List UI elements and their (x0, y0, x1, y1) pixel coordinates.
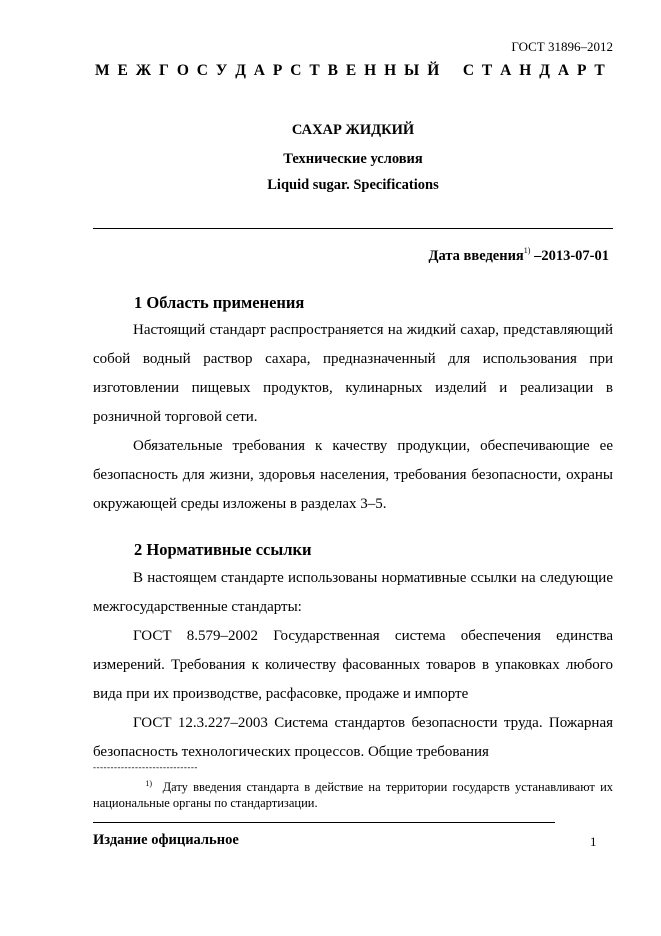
banner-letter: Т (594, 62, 605, 79)
banner-letter: Н (364, 62, 377, 79)
footnote-text: Дату введения стандарта в действие на территории государств устанавливают их национальные органы по стандартизации. (93, 780, 614, 811)
document-title: САХАР ЖИДКИЙ (291, 122, 415, 138)
banner-letter: Р (272, 62, 283, 79)
banner-letter: Е (117, 62, 128, 79)
document-subtitle-en: Liquid sugar. Specifications (267, 177, 439, 193)
effective-date-value: –2013-07-01 (534, 248, 609, 264)
banner-letter: А (557, 62, 570, 79)
banner-letter: А (500, 62, 512, 79)
paragraph: Обязательные требования к качеству продукции, обеспечивающие ее безопасность для жизни, здоровья населения, требования безопасности, охраны окружающей среды изложены в разделах 3–5. (93, 438, 613, 512)
banner-letter: Д (235, 62, 246, 79)
footer-divider (93, 822, 555, 823)
document-subtitle-ru: Технические условия (283, 151, 423, 167)
banner-letter: Т (309, 62, 320, 79)
effective-date (429, 248, 609, 265)
banner-letter: С (462, 62, 475, 79)
section-heading: 2 Нормативные ссылки (134, 540, 312, 559)
banner-letter: А (253, 62, 265, 79)
paragraph: ГОСТ 12.3.227–2003 Система стандартов безопасности труда. Пожарная безопасность технологических процессов. Общие требования (93, 715, 613, 760)
page-number: 1 (590, 834, 597, 849)
document-code: ГОСТ 31896–2012 (511, 39, 613, 54)
banner-letter: Й (427, 62, 440, 79)
banner-letter: Р (576, 62, 587, 79)
paragraph: Настоящий стандарт распространяется на жидкий сахар, представляющий собой водный раствор сахара, предназначенный для использования при изготовлении пищевых продуктов, кулинарных изделий и реализации в розничной торговой сети. (93, 322, 613, 425)
section-body (93, 564, 613, 767)
banner-letter: Е (345, 62, 357, 79)
footnote-separator: ------------------------------ (93, 762, 198, 772)
footnote-mark: 1) (145, 779, 153, 788)
footnote (93, 776, 613, 811)
banner-letter: Н (384, 62, 397, 79)
effective-date-label: Дата введения (428, 248, 524, 264)
banner-letter: В (327, 62, 338, 79)
banner-letter: Н (519, 62, 532, 79)
banner-letter: М (95, 62, 110, 79)
banner-letter: Т (481, 62, 493, 79)
banner-letter: Г (159, 62, 169, 79)
effective-date-footnote-mark: 1) (523, 246, 531, 255)
banner-letter: У (215, 62, 228, 79)
banner-letter: С (196, 62, 208, 79)
standard-banner (95, 62, 605, 80)
banner-letter: Д (539, 62, 550, 79)
paragraph: В настоящем стандарте использованы нормативные ссылки на следующие межгосударственные стандарты: (93, 570, 613, 615)
paragraph: ГОСТ 8.579–2002 Государственная система обеспечения единства измерений. Требования к количеству фасованных товаров в упаковках любого вида при их производстве, расфасовке, продаже и импорте (93, 628, 613, 702)
banner-letter: О (176, 62, 189, 79)
banner-letter (447, 62, 455, 80)
section-body (93, 316, 613, 519)
banner-letter: С (290, 62, 302, 79)
banner-letter: Ы (404, 62, 420, 79)
banner-letter: Ж (135, 62, 152, 79)
section-heading: 1 Область применения (134, 293, 305, 312)
title-divider (93, 228, 613, 229)
edition-label: Издание официальное (93, 832, 239, 848)
